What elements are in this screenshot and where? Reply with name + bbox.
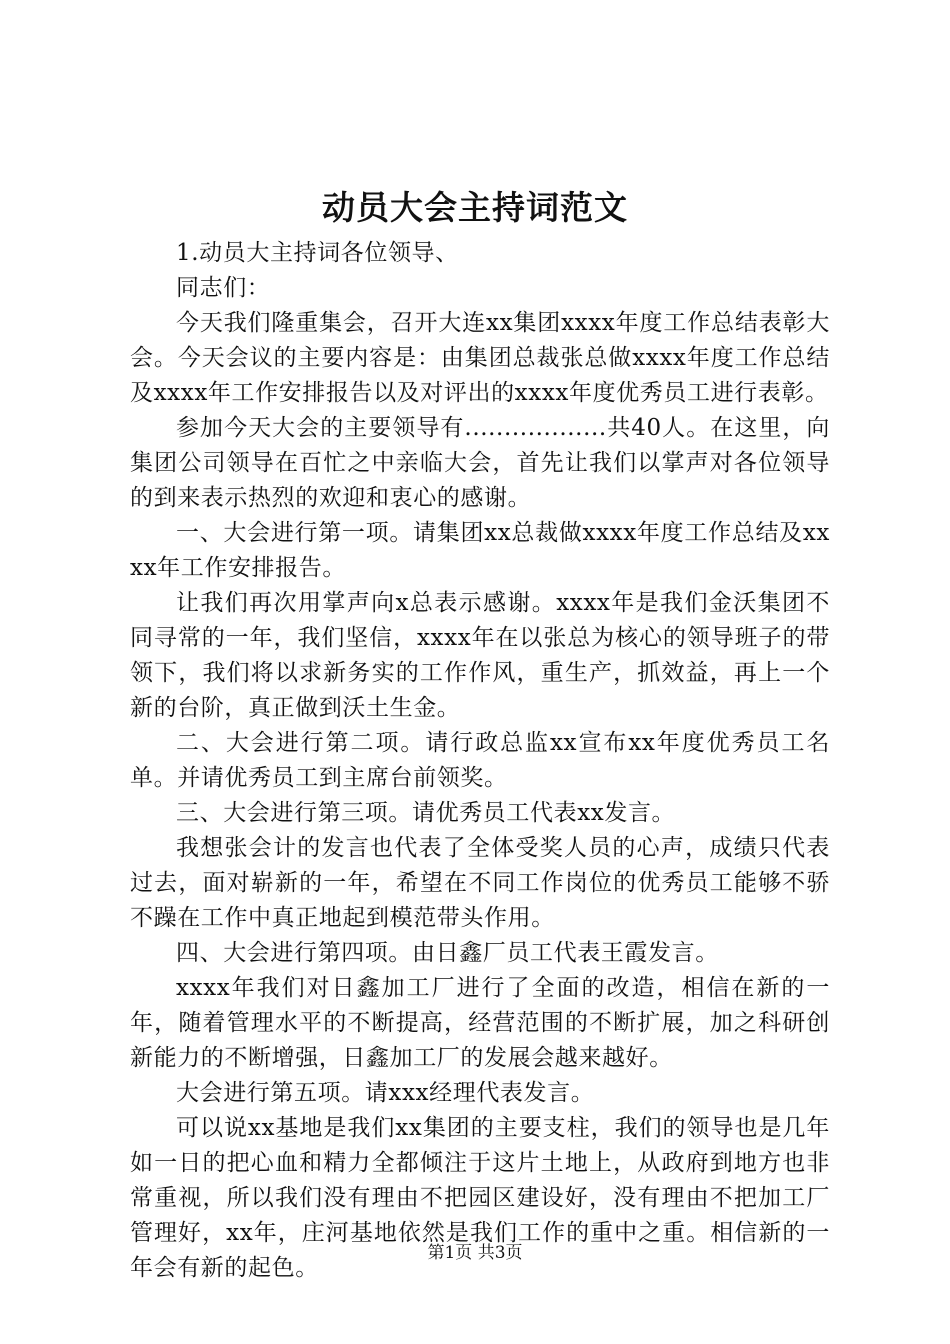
page-footer: 第1页 共3页 <box>427 1243 523 1263</box>
paragraph-13: 可以说xx基地是我们xx集团的主要支柱，我们的领导也是几年如一日的把心血和精力全都倾注于这片土地上，从政府到地方也非常重视，所以我们没有理由不把园区建设好，没有理由不把加工厂管理好，xx年，庄河基地依然是我们工作的重中之重。相信新的一年会有新的起色。 <box>130 1115 830 1281</box>
paragraph-9: 我想张会计的发言也代表了全体受奖人员的心声，成绩只代表过去，面对崭新的一年，希望在不同工作岗位的优秀员工能够不骄不躁在工作中真正地起到模范带头作用。 <box>130 835 830 931</box>
paragraph-12: 大会进行第五项。请xxx经理代表发言。 <box>176 1080 595 1106</box>
paragraph-5: 一、大会进行第一项。请集团xx总裁做xxxx年度工作总结及xxxx年工作安排报告。 <box>130 520 830 581</box>
paragraph-11: xxxx年我们对日鑫加工厂进行了全面的改造，相信在新的一年，随着管理水平的不断提高，经营范围的不断扩展，加之科研创新能力的不断增强，日鑫加工厂的发展会越来越好。 <box>130 975 830 1071</box>
paragraph-4: 参加今天大会的主要领导有..................共40人。在这里，向集团公司领导在百忙之中亲临大会，首先让我们以掌声对各位领导的到来表示热烈的欢迎和衷心的感谢。 <box>130 415 830 511</box>
paragraph-1: 1.动员大主持词各位领导、 <box>176 240 459 266</box>
paragraph-8: 三、大会进行第三项。请优秀员工代表xx发言。 <box>176 800 676 826</box>
document-title: 动员大会主持词范文 <box>322 188 628 227</box>
paragraph-10: 四、大会进行第四项。由日鑫厂员工代表王霞发言。 <box>176 940 719 966</box>
paragraph-7: 二、大会进行第二项。请行政总监xx宣布xx年度优秀员工名单。并请优秀员工到主席台前领奖。 <box>130 730 830 791</box>
document-body <box>130 236 830 1286</box>
paragraph-2: 同志们： <box>176 275 271 301</box>
paragraph-3: 今天我们隆重集会，召开大连xx集团xxxx年度工作总结表彰大会。今天会议的主要内容是：由集团总裁张总做xxxx年度工作总结及xxxx年工作安排报告以及对评出的xxxx年度优秀员工进行表彰。 <box>130 310 830 406</box>
paragraph-6: 让我们再次用掌声向x总表示感谢。xxxx年是我们金沃集团不同寻常的一年，我们坚信，xxxx年在以张总为核心的领导班子的带领下，我们将以求新务实的工作作风，重生产，抓效益，再上一个新的台阶，真正做到沃土生金。 <box>130 590 830 721</box>
